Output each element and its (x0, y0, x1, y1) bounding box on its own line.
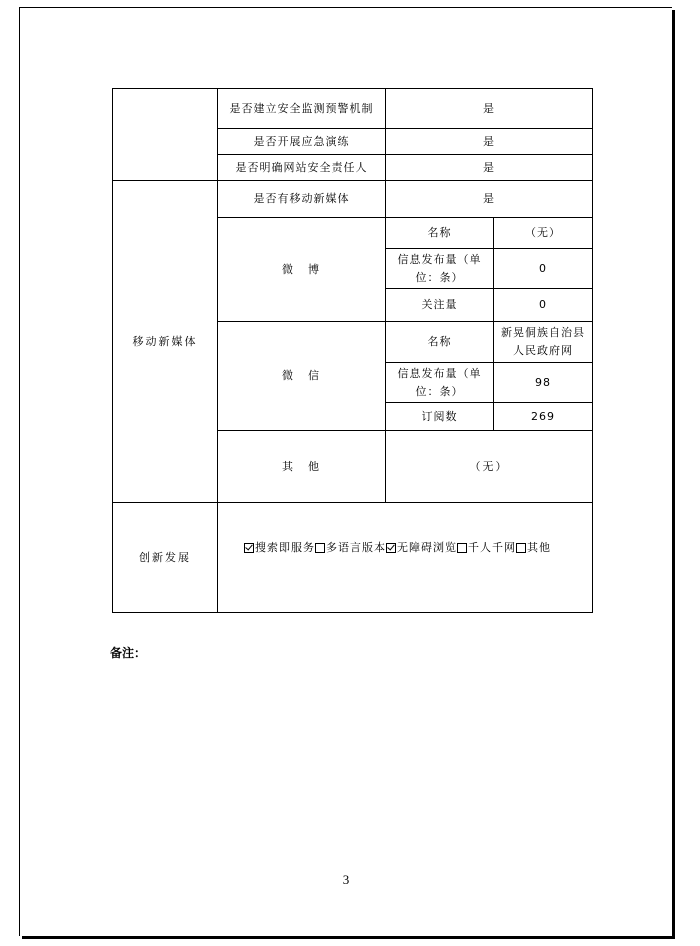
table-row (113, 503, 593, 613)
responsible-label: 是否明确网站安全责任人 (218, 155, 386, 181)
option-accessible-browsing[interactable] (386, 539, 457, 557)
table-row (113, 181, 593, 218)
report-table (112, 88, 593, 613)
weibo-followers-value: 0 (494, 289, 593, 322)
option-search-service[interactable] (244, 539, 315, 557)
innovation-options (218, 503, 593, 613)
drill-label: 是否开展应急演练 (218, 129, 386, 155)
option-label: 多语言版本 (326, 541, 386, 554)
wechat-subscribers-value: 269 (494, 403, 593, 431)
option-other[interactable] (516, 539, 551, 557)
weibo-followers-label: 关注量 (386, 289, 494, 322)
drill-value: 是 (386, 129, 593, 155)
checkbox[interactable] (457, 543, 467, 553)
monitoring-label: 是否建立安全监测预警机制 (218, 89, 386, 129)
option-label: 千人千网 (468, 541, 516, 554)
wechat-posts-label: 信息发布量（单位：条） (386, 363, 494, 403)
option-label: 无障碍浏览 (397, 541, 457, 554)
wechat-subscribers-label: 订阅数 (386, 403, 494, 431)
weibo-name-value: （无） (494, 218, 593, 249)
option-personalized[interactable] (457, 539, 516, 557)
option-label: 其他 (527, 541, 551, 554)
wechat-label: 微 信 (218, 322, 386, 431)
has-mobile-label: 是否有移动新媒体 (218, 181, 386, 218)
wechat-name-label: 名称 (386, 322, 494, 363)
other-label: 其 他 (218, 431, 386, 503)
wechat-name-value: 新晃侗族自治县人民政府网 (494, 322, 593, 363)
other-value: （无） (386, 431, 593, 503)
weibo-label: 微 博 (218, 218, 386, 322)
note-label: 备注： (110, 646, 147, 660)
option-multilingual[interactable] (315, 539, 386, 557)
weibo-posts-value: 0 (494, 249, 593, 289)
checkbox[interactable] (386, 543, 396, 553)
blank-category-cell (113, 89, 218, 181)
checkbox[interactable] (244, 543, 254, 553)
responsible-value: 是 (386, 155, 593, 181)
checkbox[interactable] (516, 543, 526, 553)
checkbox[interactable] (315, 543, 325, 553)
page-number: 3 (342, 872, 350, 887)
option-label: 搜索即服务 (255, 541, 315, 554)
wechat-posts-value: 98 (494, 363, 593, 403)
document-page (19, 7, 672, 936)
table-row (113, 89, 593, 129)
mobile-media-category: 移动新媒体 (113, 181, 218, 503)
weibo-posts-label: 信息发布量（单位：条） (386, 249, 494, 289)
innovation-category: 创新发展 (113, 503, 218, 613)
has-mobile-value: 是 (386, 181, 593, 218)
weibo-name-label: 名称 (386, 218, 494, 249)
monitoring-value: 是 (386, 89, 593, 129)
